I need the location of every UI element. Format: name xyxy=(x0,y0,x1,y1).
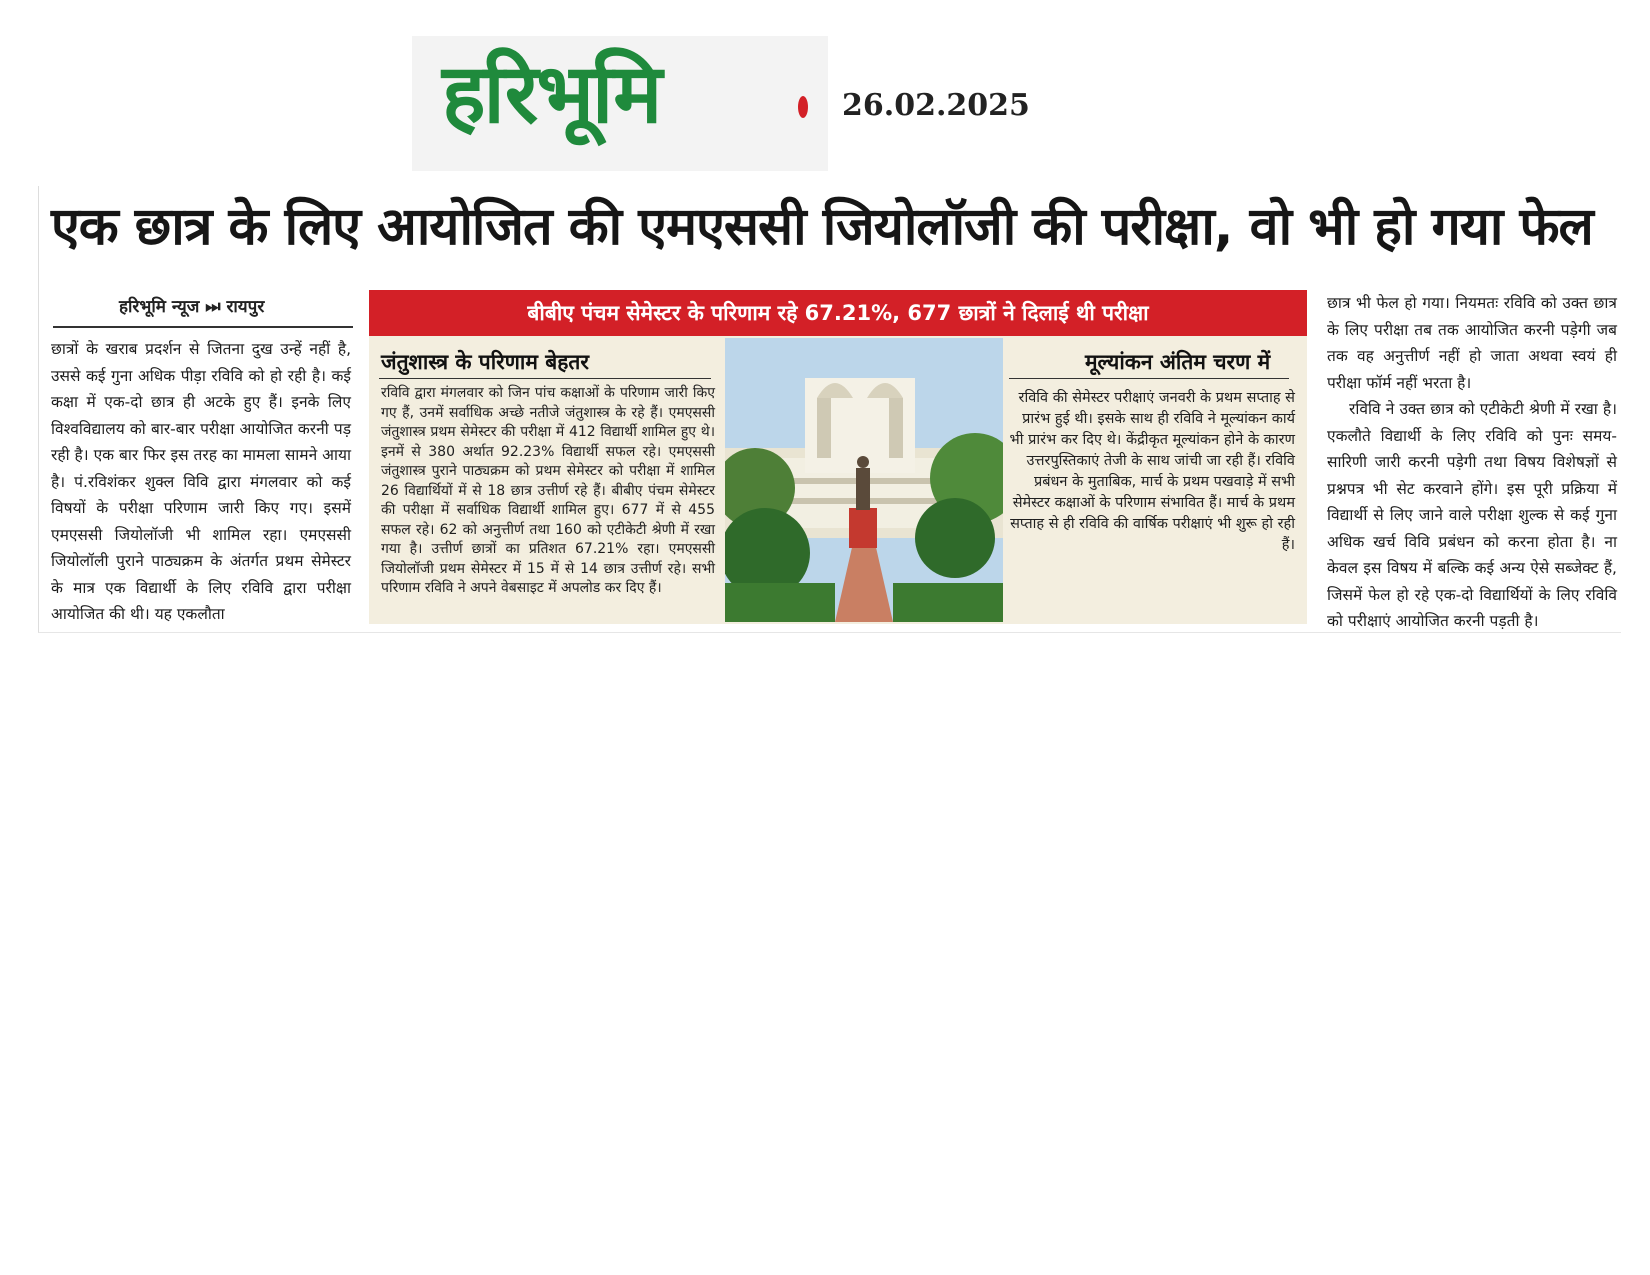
byline-divider xyxy=(53,326,353,328)
right-column-paragraph: रविवि ने उक्त छात्र को एटीकेटी श्रेणी में रखा है। एकलौते विद्यार्थी के लिए रविवि को पुनः समय-सारिणी जारी करनी पड़ेगी तथा विषय विशेषज्ञों से प्रश्नपत्र भी सेट करवाने होंगे। इस पूरी प्रक्रिया में विद्यार्थी से लिए जाने वाले परीक्षा शुल्क से कई गुना अधिक खर्च विवि प्रबंधन को करना होता है। ना केवल इस विषय में बल्कि कई अन्य ऐसे सब्जेक्ट हैं, जिसमें फेल हो रहे एक-दो विद्यार्थियों के लिए रविवि को परीक्षाएं आयोजित करनी पड़ती है। xyxy=(1327,400,1617,630)
subheading-zoology: जंतुशास्त्र के परिणाम बेहतर xyxy=(381,350,589,374)
evaluation-text: रविवि की सेमेस्टर परीक्षाएं जनवरी के प्रथम सप्ताह से प्रारंभ हुई थी। इसके साथ ही रविवि ने मूल्यांकन कार्य भी प्रारंभ कर दिए थे। केंद्रीकृत मूल्यांकन होने के कारण उत्तरपुस्तिकाएं तेजी के साथ जांची जा रही हैं। रविवि प्रबंधन के मुताबिक, मार्च के प्रथम पखवाड़े में सभी सेमेस्टर कक्षाओं के परिणाम संभावित हैं। मार्च के प्रथम सप्ताह से ही रविवि की वार्षिक परीक्षाएं भी शुरू हो रही हैं। xyxy=(1009,390,1295,553)
right-column-text xyxy=(1327,290,1617,635)
right-column-paragraph: छात्र भी फेल हो गया। नियमतः रविवि को उक्त छात्र के लिए परीक्षा तब तक आयोजित करनी पड़ेगी जब तक वह अनुत्तीर्ण नहीं हो जाता अथवा स्वयं ही परीक्षा फॉर्म नहीं भरता है। xyxy=(1327,294,1617,392)
article-headline: एक छात्र के लिए आयोजित की एमएससी जियोलॉजी की परीक्षा, वो भी हो गया फेल xyxy=(51,197,1593,257)
subheading-evaluation: मूल्यांकन अंतिम चरण में xyxy=(1085,350,1271,374)
zoology-results-text: रविवि द्वारा मंगलवार को जिन पांच कक्षाओं के परिणाम जारी किए गए हैं, उनमें सर्वाधिक अच्छे नतीजे जंतुशास्त्र के रहे हैं। एमएससी जंतुशास्त्र प्रथम सेमेस्टर की परीक्षा में 412 विद्यार्थी शामिल हुए थे। इनमें से 380 अर्थात 92.23% विद्यार्थी सफल रहे। एमएससी जंतुशास्त्र पुराने पाठ्यक्रम को प्रथम सेमेस्टर को परीक्षा में शामिल 26 विद्यार्थियों में से 18 छात्र उत्तीर्ण रहे हैं। बीबीए पंचम सेमेस्टर की परीक्षा में सर्वाधिक विद्यार्थी शामिल हुए। 677 में से 455 सफल रहे। 62 को अनुत्तीर्ण तथा 160 को एटीकेटी श्रेणी में रखा गया है। उत्तीर्ण छात्रों का प्रतिशत 67.21% रहा। एमएससी जियोलॉजी प्रथम सेमेस्टर में 15 में से 14 छात्र उत्तीर्ण रहे। सभी परिणाम रविवि ने अपने वेबसाइट में अपलोड कर दिए हैं। xyxy=(381,385,715,596)
news-clipping xyxy=(38,186,1621,633)
banner-strap: बीबीए पंचम सेमेस्टर के परिणाम रहे 67.21%, 677 छात्रों ने दिलाई थी परीक्षा xyxy=(369,290,1307,336)
left-column-text: छात्रों के खराब प्रदर्शन से जितना दुख उन्हें नहीं है, उससे कई गुना अधिक पीड़ा रविवि को हो रही है। कई कक्षा में एक-दो छात्र ही अटके हुए हैं। इनके लिए विश्वविद्यालय को बार-बार परीक्षा आयोजित करनी पड़ रही है। एक बार फिर इस तरह का मामला सामने आया है। पं.रविशंकर शुक्ल विवि द्वारा मंगलवार को कई विषयों के परीक्षा परिणाम जारी किए गए। इसमें एमएससी जियोलॉजी भी शामिल रहा। एमएससी जियोलॉली पुराने पाठ्यक्रम के अंतर्गत प्रथम सेमेस्टर के मात्र एक विद्यार्थी के लिए रविवि द्वारा परीक्षा आयोजित की थी। यह एकलौता xyxy=(51,340,351,623)
logo-red-mark xyxy=(798,96,808,118)
masthead-logo-block xyxy=(412,36,828,171)
byline: हरिभूमि न्यूज ⏭ रायपुर xyxy=(119,297,265,317)
highlight-box xyxy=(369,290,1307,624)
publication-date: 26.02.2025 xyxy=(842,88,1030,123)
university-building-photo xyxy=(725,338,1003,622)
newspaper-logo: हरिभूमि xyxy=(442,47,661,142)
subheading-divider xyxy=(1009,378,1289,379)
subheading-divider xyxy=(379,378,711,379)
